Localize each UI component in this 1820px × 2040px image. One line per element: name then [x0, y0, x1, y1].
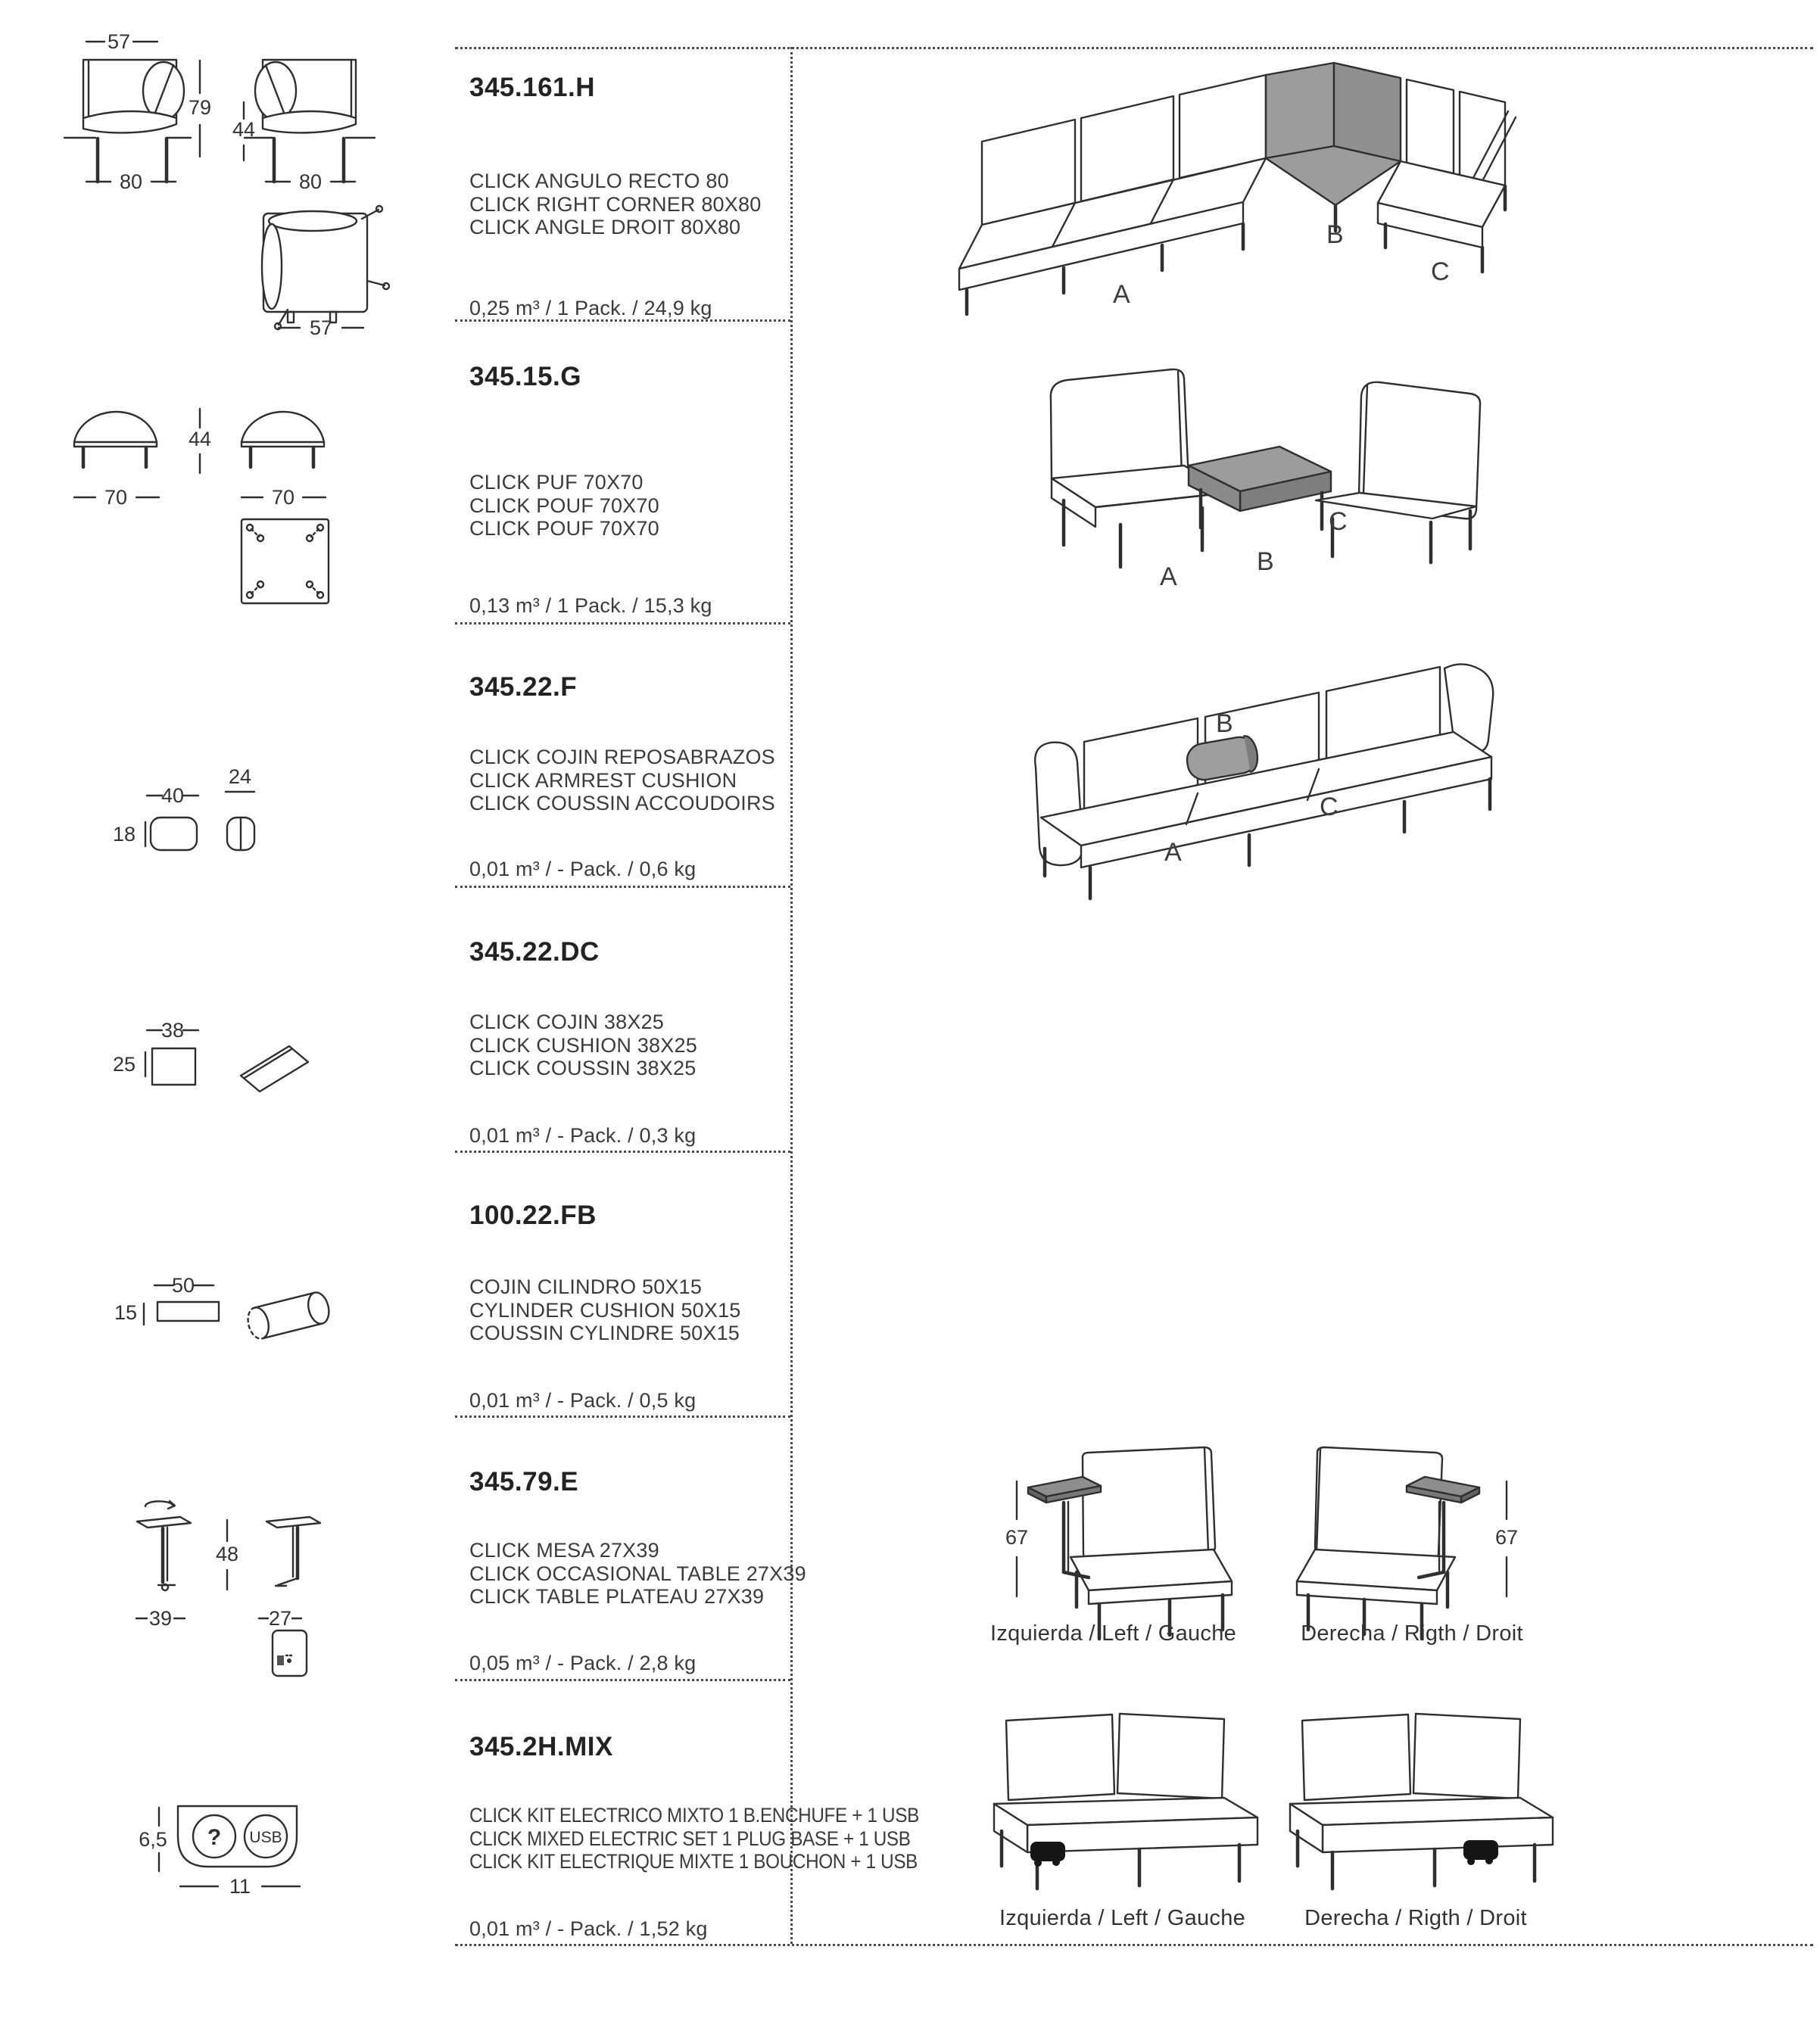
divider-3 — [455, 886, 790, 888]
dim-width-a: 80 — [119, 170, 143, 193]
divider-2 — [455, 622, 790, 624]
name-fr: CLICK KIT ELECTRIQUE MIXTE 1 BOUCHON + 1 USB — [469, 1850, 918, 1873]
label-b: B — [1326, 220, 1344, 249]
name-en: CYLINDER CUSHION 50X15 — [469, 1298, 741, 1322]
label-a: A — [1164, 838, 1182, 867]
pack-info: 0,01 m³ / - Pack. / 0,6 kg — [469, 858, 697, 880]
drawing-electric-dims — [114, 1786, 341, 1915]
dim-width-right: 27 — [268, 1607, 292, 1630]
product-names — [469, 1011, 795, 1080]
divider-4 — [455, 1151, 790, 1153]
name-en: CLICK MIXED ELECTRIC SET 1 PLUG BASE + 1 USB — [469, 1827, 911, 1850]
dim-height: 25 — [112, 1053, 136, 1076]
dim-width-b: 80 — [298, 170, 323, 193]
drawing-corner-dims — [61, 26, 394, 344]
diagram-corner-sofa — [939, 42, 1529, 318]
dim-seat-height: 44 — [232, 118, 256, 141]
dim-height: 18 — [112, 823, 136, 846]
dim-width: 40 — [160, 784, 185, 807]
label-c: C — [1431, 257, 1450, 286]
name-en: CLICK OCCASIONAL TABLE 27X39 — [469, 1562, 806, 1585]
product-code: 345.15.G — [469, 362, 581, 391]
name-es: COJIN CILINDRO 50X15 — [469, 1275, 703, 1298]
dim-table-height-left: 67 — [1005, 1526, 1029, 1549]
product-names — [469, 471, 795, 540]
dim-height: 48 — [215, 1543, 239, 1565]
product-names — [469, 1539, 806, 1609]
pack-info: 0,01 m³ / - Pack. / 1,52 kg — [469, 1917, 708, 1940]
product-names — [469, 1275, 795, 1345]
drawing-cylinder-table-dims — [98, 1264, 341, 1718]
product-code: 345.22.F — [469, 672, 578, 702]
dim-width: 38 — [160, 1019, 185, 1042]
divider-5 — [455, 1416, 790, 1418]
name-fr: CLICK COUSSIN ACCOUDOIRS — [469, 792, 775, 814]
name-es: CLICK MESA 27X39 — [469, 1539, 659, 1562]
drawing-cushion-dims — [98, 749, 341, 1105]
pack-info: 0,01 m³ / - Pack. / 0,3 kg — [469, 1124, 697, 1147]
product-names — [469, 170, 795, 239]
name-fr: CLICK TABLE PLATEAU 27X39 — [469, 1585, 765, 1608]
pack-info: 0,25 m³ / 1 Pack. / 24,9 kg — [469, 297, 712, 319]
corner-back-right-highlight — [1334, 63, 1401, 161]
name-es: CLICK KIT ELECTRICO MIXTO 1 B.ENCHUFE + 1 USB — [469, 1804, 919, 1827]
name-en: CLICK CUSHION 38X25 — [469, 1033, 697, 1057]
corner-back-left-highlight — [1266, 63, 1334, 158]
divider-6 — [455, 1679, 790, 1681]
name-es: CLICK ANGULO RECTO 80 — [469, 170, 729, 192]
usb-icon: USB — [249, 1829, 282, 1846]
caption-electric-right: Derecha / Rigth / Droit — [1304, 1906, 1527, 1930]
label-b: B — [1216, 709, 1233, 738]
name-es: CLICK COJIN REPOSABRAZOS — [469, 746, 775, 768]
name-fr: CLICK ANGLE DROIT 80X80 — [469, 216, 741, 238]
name-en: CLICK POUF 70X70 — [469, 494, 659, 517]
product-code: 345.161.H — [469, 73, 596, 102]
product-code: 345.79.E — [469, 1467, 579, 1497]
dim-height: 6,5 — [139, 1828, 167, 1851]
pack-info: 0,13 m³ / 1 Pack. / 15,3 kg — [469, 594, 712, 617]
label-c: C — [1329, 507, 1348, 536]
dim-width-left: 39 — [148, 1607, 173, 1630]
diagram-electric-sofas — [958, 1699, 1563, 1900]
dim-depth: 24 — [228, 765, 252, 788]
drawing-pouf-dims — [61, 386, 363, 613]
name-en: CLICK RIGHT CORNER 80X80 — [469, 192, 762, 216]
product-code: 345.22.DC — [469, 937, 600, 967]
dim-width: 50 — [171, 1274, 195, 1297]
product-names — [469, 1804, 919, 1873]
caption-electric-left: Izquierda / Left / Gauche — [999, 1906, 1246, 1930]
divider-bottom — [455, 1944, 1813, 1946]
dim-height: 44 — [188, 428, 212, 450]
label-a: A — [1113, 280, 1130, 309]
pack-info: 0,01 m³ / - Pack. / 0,5 kg — [469, 1389, 697, 1412]
caption-table-left: Izquierda / Left / Gauche — [990, 1621, 1237, 1646]
plug-icon: ? — [207, 1825, 222, 1850]
dim-width: 11 — [229, 1875, 251, 1898]
dim-height: 15 — [114, 1301, 138, 1324]
dim-width-top: 57 — [107, 30, 131, 53]
dim-width-a: 70 — [104, 486, 128, 509]
name-es: CLICK PUF 70X70 — [469, 471, 644, 494]
dim-width-b: 70 — [271, 486, 295, 509]
name-fr: CLICK POUF 70X70 — [469, 517, 659, 540]
diagram-pouf-sofa — [1007, 352, 1552, 606]
diagram-armrest-sofa — [969, 640, 1544, 893]
name-es: CLICK COJIN 38X25 — [469, 1011, 664, 1033]
label-c: C — [1320, 793, 1339, 821]
label-b: B — [1257, 547, 1274, 576]
electric-box-left — [1030, 1842, 1065, 1867]
name-fr: COUSSIN CYLINDRE 50X15 — [469, 1322, 740, 1344]
label-a: A — [1160, 562, 1177, 591]
pack-info: 0,05 m³ / - Pack. / 2,8 kg — [469, 1652, 697, 1674]
name-fr: CLICK COUSSIN 38X25 — [469, 1057, 697, 1079]
product-code: 345.2H.MIX — [469, 1732, 613, 1761]
dim-table-height-right: 67 — [1494, 1526, 1519, 1549]
product-code: 100.22.FB — [469, 1201, 597, 1230]
product-names — [469, 746, 795, 815]
dim-height: 79 — [188, 96, 212, 119]
dim-depth: 57 — [309, 316, 333, 339]
electric-box-right — [1463, 1840, 1498, 1865]
caption-table-right: Derecha / Rigth / Droit — [1301, 1621, 1523, 1646]
name-en: CLICK ARMREST CUSHION — [469, 768, 737, 792]
